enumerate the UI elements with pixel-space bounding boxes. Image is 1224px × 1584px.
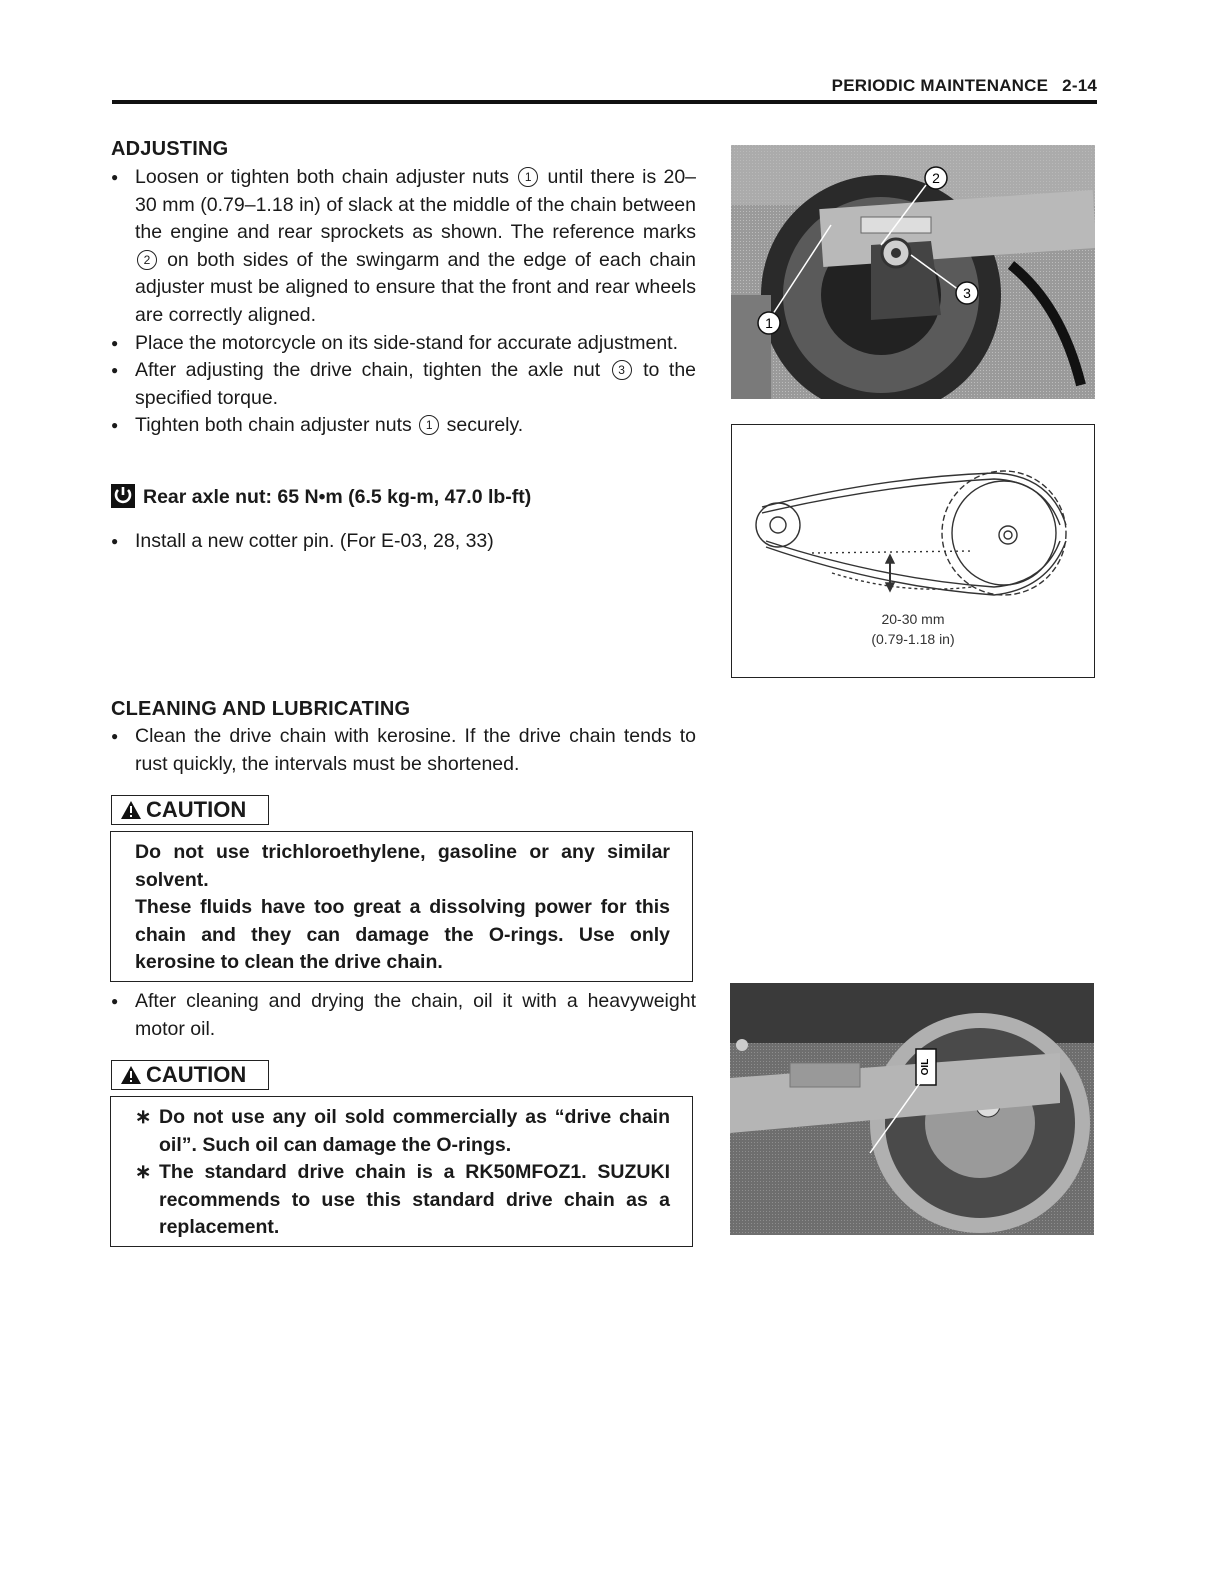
callout-1: 1 <box>419 415 439 435</box>
caution-text: These fluids have too great a dissolving power for this chain and they can damage the O-rings. Use only kerosine to clean the drive chain. <box>135 896 670 974</box>
caution-label <box>111 1060 269 1090</box>
chain-oil-photo <box>730 983 1094 1235</box>
caution-label-text: CAUTION <box>146 797 247 822</box>
caution-label-text: CAUTION <box>146 1062 247 1087</box>
warning-triangle-icon <box>120 800 142 820</box>
caution-item: ∗ The standard drive chain is a RK50MFOZ1. SUZUKI recommends to use this standard drive chain as a replacement. <box>135 1159 670 1242</box>
torque-spec <box>111 484 531 514</box>
cotter-pin-note <box>111 528 696 556</box>
list-item <box>111 164 696 330</box>
bullet-text: Tighten both chain adjuster nuts <box>135 414 412 437</box>
adjusting-heading: ADJUSTING <box>111 138 229 160</box>
photo-callout-3: 3 <box>963 285 971 301</box>
photo-callout-1: 1 <box>765 315 773 331</box>
photo-callout-2: 2 <box>932 170 940 186</box>
caution-item: ∗ Do not use any oil sold commercially as “drive chain oil”. Such oil can damage the O-rings. <box>135 1104 670 1159</box>
slack-caption-in: (0.79-1.18 in) <box>871 631 955 647</box>
page-header <box>112 76 1097 98</box>
chain-sprocket-illustration <box>732 455 1094 635</box>
torque-wrench-icon <box>111 484 135 508</box>
bullet-text: securely. <box>446 414 524 437</box>
cleaning-heading: CLEANING AND LUBRICATING <box>111 698 411 720</box>
list-item <box>111 357 696 412</box>
header-rule <box>112 100 1097 104</box>
bullet-text: on both sides of the swingarm and the edge of each chain adjuster must be aligned to ensure that the front and rear wheels are correctly aligned. <box>135 248 696 326</box>
bullet-text: After adjusting the drive chain, tighten the axle nut <box>135 359 601 382</box>
warning-triangle-icon <box>120 1065 142 1085</box>
list-item: ● Clean the drive chain with kerosine. If the drive chain tends to rust quickly, the intervals must be shortened. <box>111 723 696 778</box>
section-title: PERIODIC MAINTENANCE <box>831 76 1049 95</box>
oil-label: OIL <box>920 1058 931 1076</box>
chain-oil-illustration <box>730 983 1094 1235</box>
chain-adjuster-illustration <box>731 145 1095 399</box>
chain-slack-diagram <box>731 424 1095 678</box>
callout-1: 1 <box>518 167 538 187</box>
chain-adjuster-photo <box>731 145 1095 399</box>
slack-caption-mm: 20-30 mm <box>881 611 945 627</box>
callout-3: 3 <box>612 360 632 380</box>
caution-text: Do not use trichloroethylene, gasoline or any similar solvent. <box>135 841 670 891</box>
list-item: ● After cleaning and drying the chain, oil it with a heavyweight motor oil. <box>111 988 696 1043</box>
callout-2: 2 <box>137 250 157 270</box>
header-title <box>832 76 1097 96</box>
list-item: ● Install a new cotter pin. (For E-03, 28, 33) <box>111 528 696 556</box>
page-number: 2-14 <box>1062 76 1097 95</box>
bullet-text: to the specified torque. <box>135 359 697 409</box>
list-item <box>111 412 696 440</box>
bullet-text: Loosen or tighten both chain adjuster nuts <box>135 166 510 188</box>
caution-box <box>110 831 693 982</box>
cleaning-section <box>111 698 696 778</box>
bullet-text: until there is 20–30 mm (0.79–1.18 in) of slack at the middle of the chain between the engine and rear sprockets as shown. The reference marks <box>135 166 697 244</box>
adjusting-section <box>111 138 696 440</box>
torque-text: Rear axle nut: 65 N•m (6.5 kg-m, 47.0 lb-ft) <box>143 486 532 508</box>
oil-note <box>111 988 696 1043</box>
caution-label <box>111 795 269 825</box>
list-item: ● Place the motorcycle on its side-stand for accurate adjustment. <box>111 330 696 358</box>
caution-box <box>110 1096 693 1247</box>
